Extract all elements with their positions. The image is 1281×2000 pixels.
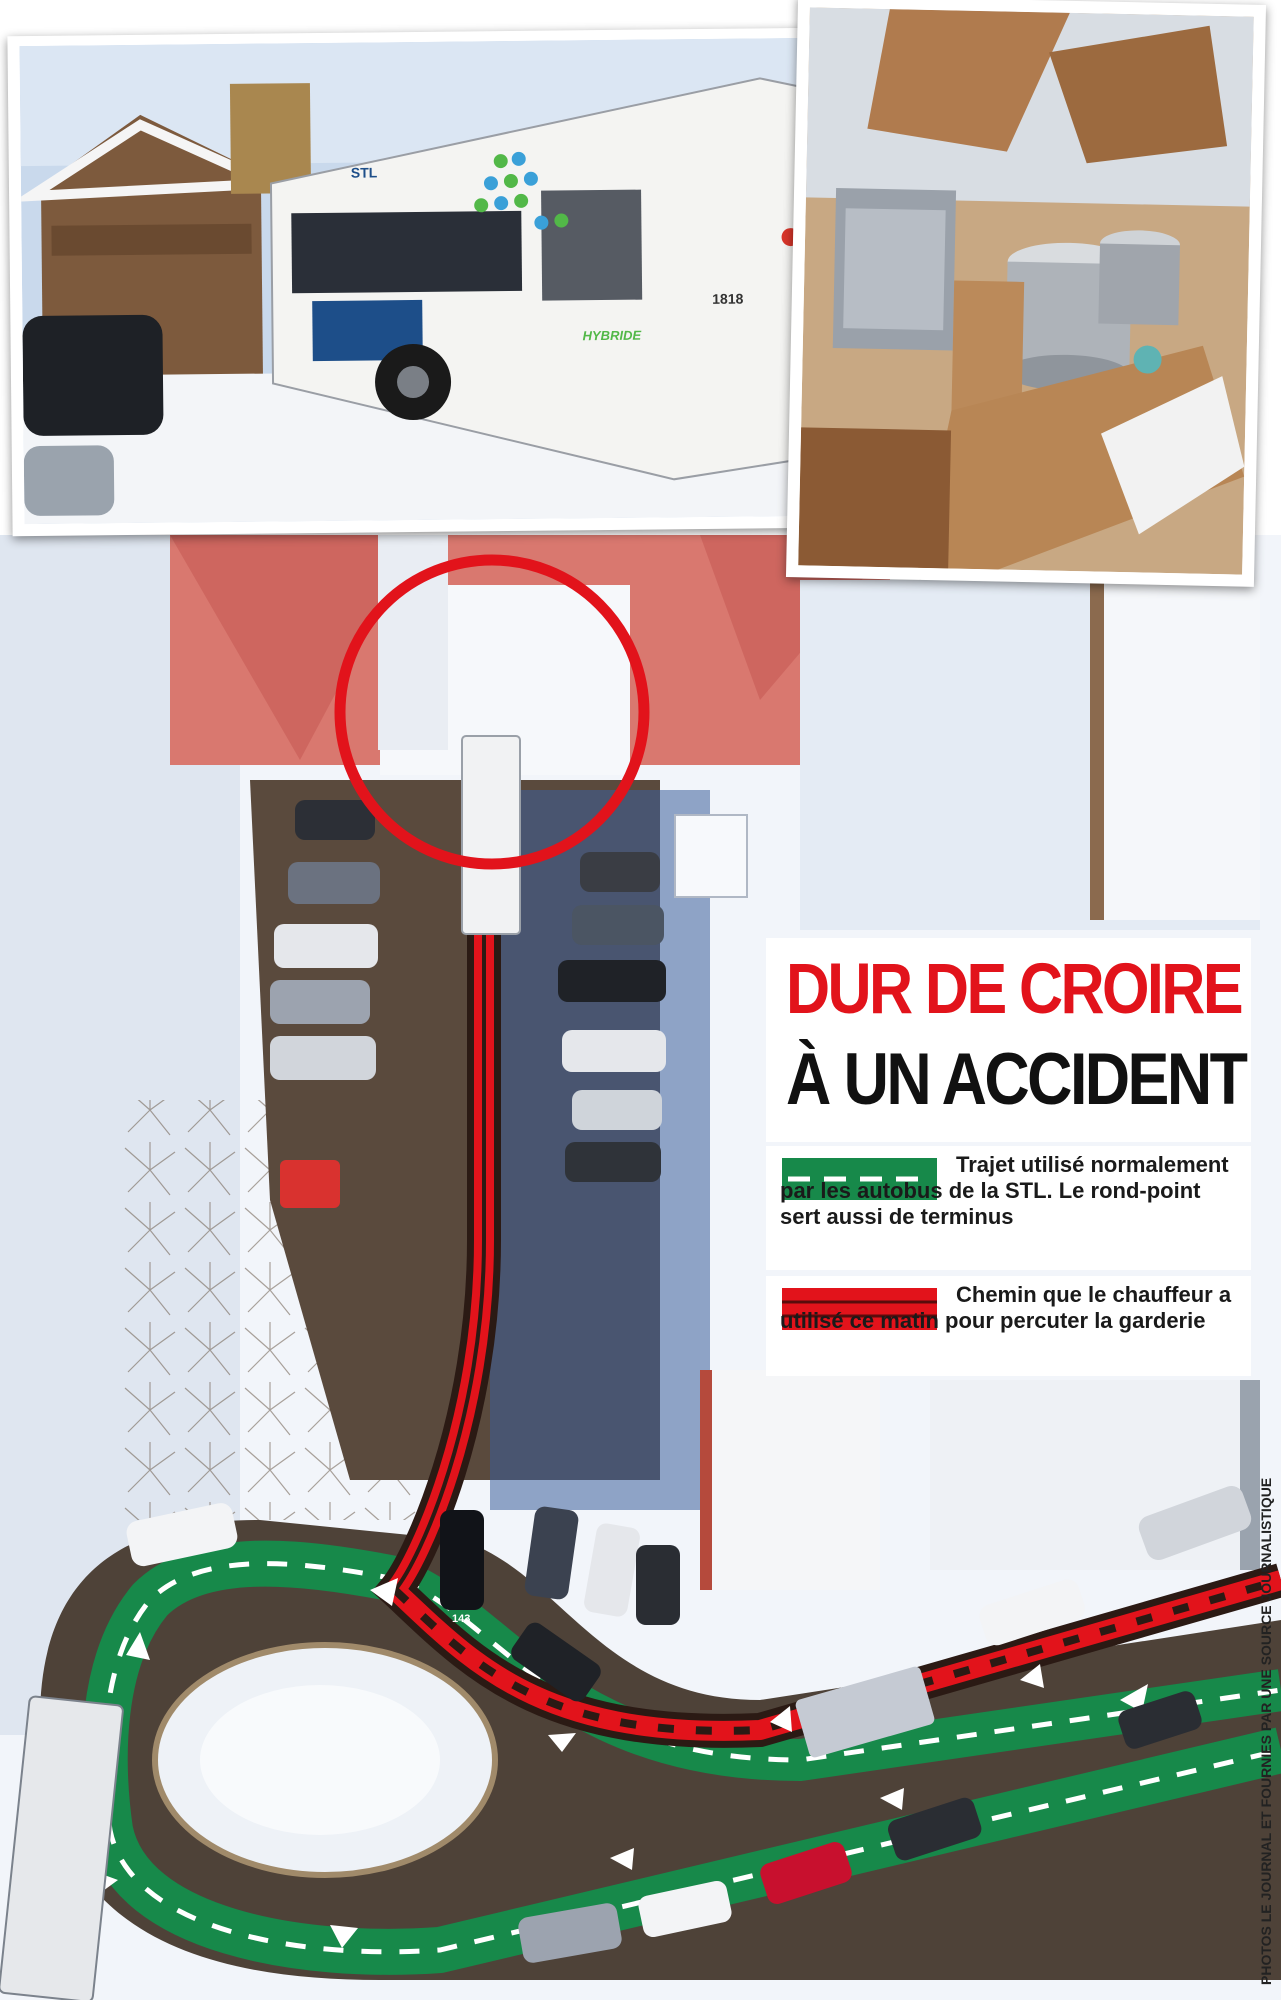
shed-roof: [675, 815, 747, 897]
garage-roof: [710, 1370, 880, 1590]
headline-line-2: À UN ACCIDENT: [786, 1039, 1246, 1120]
roundabout-inner-snow: [200, 1685, 440, 1835]
headline-line-1: DUR DE CROIRE: [786, 950, 1241, 1029]
neighbour-roof-edge: [1090, 580, 1104, 920]
crashed-bus-aerial: [462, 736, 520, 934]
bus-hybrid-label: HYBRIDE: [582, 327, 642, 344]
legend-crash-route: [766, 1276, 1251, 1376]
photo-credit: PHOTOS LE JOURNAL ET FOURNIES PAR UNE SOURCE JOURNALISTIQUE: [1258, 1477, 1274, 1985]
photo-damaged-kitchen: [786, 0, 1266, 587]
legend-red-text: Chemin que le chauffeur a utilisé ce matin pour percuter la garderie: [780, 1282, 1238, 1333]
bus-fleet-number: 1818: [712, 290, 744, 307]
photo-bus-crash-image: [20, 38, 811, 524]
neighbour-roof: [1100, 580, 1260, 920]
headline-panel: [766, 938, 1251, 1142]
legend-green-text: Trajet utilisé normalement par les autobus de la STL. Le rond-point sert aussi de terminus: [780, 1152, 1235, 1229]
police-car-number: 143: [452, 1613, 471, 1625]
garage-roof-edge: [700, 1370, 712, 1590]
photo-bus-crash: [7, 28, 822, 536]
bus-stl-logo: STL: [350, 164, 378, 181]
legend-normal-route: [766, 1146, 1251, 1270]
photo-damaged-kitchen-image: [798, 7, 1254, 574]
